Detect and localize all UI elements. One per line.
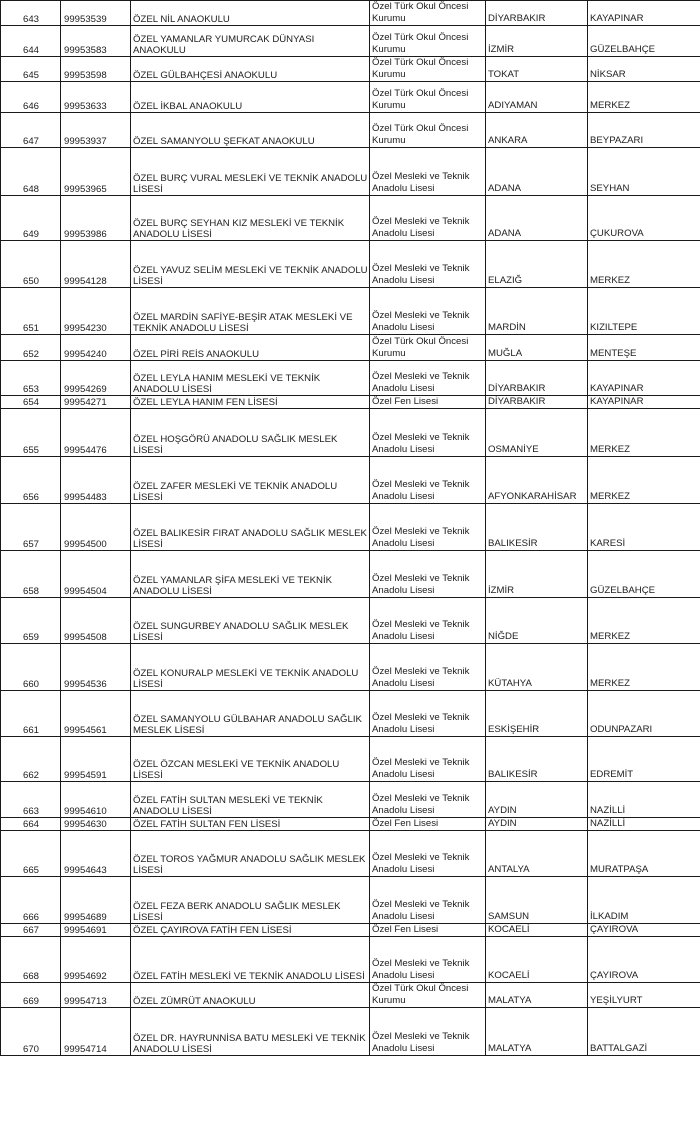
district-cell: EDREMİT <box>588 737 700 782</box>
institution-code-cell: 99954128 <box>61 241 131 288</box>
institution-code-cell: 99954714 <box>61 1008 131 1056</box>
school-name-cell: ÖZEL FEZA BERK ANADOLU SAĞLIK MESLEK LİSESİ <box>131 877 370 924</box>
table-row <box>1 737 700 782</box>
institution-type-cell: Özel Fen Lisesi <box>370 396 486 409</box>
district-cell: MERKEZ <box>588 457 700 504</box>
table-row <box>1 82 700 113</box>
school-name-cell: ÖZEL GÜLBAHÇESİ ANAOKULU <box>131 57 370 82</box>
institution-type-cell: Özel Mesleki ve Teknik Anadolu Lisesi <box>370 831 486 877</box>
institution-type-cell: Özel Mesleki ve Teknik Anadolu Lisesi <box>370 644 486 691</box>
institution-code-cell: 99954508 <box>61 598 131 644</box>
district-cell: ODUNPAZARI <box>588 691 700 737</box>
institution-type-cell: Özel Mesleki ve Teknik Anadolu Lisesi <box>370 361 486 396</box>
school-name-cell: ÖZEL PİRİ REİS ANAOKULU <box>131 335 370 361</box>
institution-type-cell: Özel Mesleki ve Teknik Anadolu Lisesi <box>370 504 486 551</box>
table-row <box>1 644 700 691</box>
institution-code-cell: 99954561 <box>61 691 131 737</box>
province-cell: BALIKESİR <box>486 737 588 782</box>
school-name-cell: ÖZEL SUNGURBEY ANADOLU SAĞLIK MESLEK LİSESİ <box>131 598 370 644</box>
school-name-cell: ÖZEL MARDİN SAFİYE-BEŞİR ATAK MESLEKİ VE TEKNİK ANADOLU LİSESİ <box>131 288 370 335</box>
institution-code-cell: 99954713 <box>61 983 131 1008</box>
table-row <box>1 983 700 1008</box>
province-cell: DİYARBAKIR <box>486 1 588 26</box>
institution-type-cell: Özel Türk Okul Öncesi Kurumu <box>370 57 486 82</box>
institution-type-cell: Özel Mesleki ve Teknik Anadolu Lisesi <box>370 148 486 196</box>
institution-code-cell: 99953598 <box>61 57 131 82</box>
district-cell: MERKEZ <box>588 644 700 691</box>
district-cell: İLKADIM <box>588 877 700 924</box>
table-row <box>1 335 700 361</box>
province-cell: MALATYA <box>486 983 588 1008</box>
row-number-cell: 652 <box>1 335 61 361</box>
school-name-cell: ÖZEL BURÇ VURAL MESLEKİ VE TEKNİK ANADOLU LİSESİ <box>131 148 370 196</box>
institution-code-cell: 99954643 <box>61 831 131 877</box>
province-cell: OSMANİYE <box>486 409 588 457</box>
district-cell: BEYPAZARI <box>588 113 700 148</box>
row-number-cell: 654 <box>1 396 61 409</box>
row-number-cell: 655 <box>1 409 61 457</box>
province-cell: ESKİŞEHİR <box>486 691 588 737</box>
row-number-cell: 657 <box>1 504 61 551</box>
school-name-cell: ÖZEL FATİH SULTAN FEN LİSESİ <box>131 818 370 831</box>
district-cell: ÇAYIROVA <box>588 924 700 937</box>
institution-code-cell: 99954630 <box>61 818 131 831</box>
school-name-cell: ÖZEL FATİH MESLEKİ VE TEKNİK ANADOLU LİSESİ <box>131 937 370 983</box>
table-row <box>1 148 700 196</box>
district-cell: ÇUKUROVA <box>588 196 700 241</box>
school-name-cell: ÖZEL İKBAL ANAOKULU <box>131 82 370 113</box>
province-cell: NİĞDE <box>486 598 588 644</box>
school-name-cell: ÖZEL YAMANLAR ŞİFA MESLEKİ VE TEKNİK ANADOLU LİSESİ <box>131 551 370 598</box>
school-name-cell: ÖZEL LEYLA HANIM MESLEKİ VE TEKNİK ANADOLU LİSESİ <box>131 361 370 396</box>
province-cell: KÜTAHYA <box>486 644 588 691</box>
row-number-cell: 661 <box>1 691 61 737</box>
institution-type-cell: Özel Mesleki ve Teknik Anadolu Lisesi <box>370 1008 486 1056</box>
province-cell: AFYONKARAHİSAR <box>486 457 588 504</box>
province-cell: ANKARA <box>486 113 588 148</box>
institution-type-cell: Özel Mesleki ve Teknik Anadolu Lisesi <box>370 288 486 335</box>
province-cell: MALATYA <box>486 1008 588 1056</box>
row-number-cell: 656 <box>1 457 61 504</box>
institution-code-cell: 99954591 <box>61 737 131 782</box>
district-cell: NİKSAR <box>588 57 700 82</box>
institution-type-cell: Özel Fen Lisesi <box>370 924 486 937</box>
institution-code-cell: 99953633 <box>61 82 131 113</box>
province-cell: AYDIN <box>486 818 588 831</box>
table-row <box>1 57 700 82</box>
district-cell: NAZİLLİ <box>588 782 700 818</box>
row-number-cell: 645 <box>1 57 61 82</box>
province-cell: ANTALYA <box>486 831 588 877</box>
province-cell: ADANA <box>486 148 588 196</box>
institution-type-cell: Özel Mesleki ve Teknik Anadolu Lisesi <box>370 551 486 598</box>
district-cell: YEŞİLYURT <box>588 983 700 1008</box>
district-cell: GÜZELBAHÇE <box>588 26 700 57</box>
row-number-cell: 667 <box>1 924 61 937</box>
table-row <box>1 504 700 551</box>
institution-code-cell: 99954269 <box>61 361 131 396</box>
province-cell: AYDIN <box>486 782 588 818</box>
school-name-cell: ÖZEL ZAFER MESLEKİ VE TEKNİK ANADOLU LİSESİ <box>131 457 370 504</box>
institution-code-cell: 99954230 <box>61 288 131 335</box>
institution-type-cell: Özel Mesleki ve Teknik Anadolu Lisesi <box>370 737 486 782</box>
row-number-cell: 664 <box>1 818 61 831</box>
institution-code-cell: 99954692 <box>61 937 131 983</box>
school-name-cell: ÖZEL SAMANYOLU ŞEFKAT ANAOKULU <box>131 113 370 148</box>
institution-type-cell: Özel Mesleki ve Teknik Anadolu Lisesi <box>370 877 486 924</box>
table-row <box>1 782 700 818</box>
table-row <box>1 551 700 598</box>
school-table-body <box>1 1 700 1056</box>
province-cell: DİYARBAKIR <box>486 361 588 396</box>
table-row <box>1 831 700 877</box>
institution-type-cell: Özel Mesleki ve Teknik Anadolu Lisesi <box>370 457 486 504</box>
district-cell: KAYAPINAR <box>588 361 700 396</box>
institution-type-cell: Özel Mesleki ve Teknik Anadolu Lisesi <box>370 196 486 241</box>
province-cell: ADANA <box>486 196 588 241</box>
table-row <box>1 409 700 457</box>
school-name-cell: ÖZEL YAMANLAR YUMURCAK DÜNYASI ANAOKULU <box>131 26 370 57</box>
institution-type-cell: Özel Mesleki ve Teknik Anadolu Lisesi <box>370 241 486 288</box>
province-cell: TOKAT <box>486 57 588 82</box>
row-number-cell: 670 <box>1 1008 61 1056</box>
institution-code-cell: 99953937 <box>61 113 131 148</box>
table-row <box>1 113 700 148</box>
institution-type-cell: Özel Mesleki ve Teknik Anadolu Lisesi <box>370 598 486 644</box>
row-number-cell: 663 <box>1 782 61 818</box>
district-cell: GÜZELBAHÇE <box>588 551 700 598</box>
table-row <box>1 361 700 396</box>
district-cell: KAYAPINAR <box>588 1 700 26</box>
table-row <box>1 241 700 288</box>
province-cell: SAMSUN <box>486 877 588 924</box>
province-cell: KOCAELİ <box>486 924 588 937</box>
row-number-cell: 650 <box>1 241 61 288</box>
row-number-cell: 658 <box>1 551 61 598</box>
institution-type-cell: Özel Türk Okul Öncesi Kurumu <box>370 335 486 361</box>
table-row <box>1 457 700 504</box>
district-cell: ÇAYIROVA <box>588 937 700 983</box>
school-name-cell: ÖZEL BURÇ SEYHAN KIZ MESLEKİ VE TEKNİK ANADOLU LİSESİ <box>131 196 370 241</box>
table-row <box>1 1 700 26</box>
row-number-cell: 668 <box>1 937 61 983</box>
institution-type-cell: Özel Mesleki ve Teknik Anadolu Lisesi <box>370 782 486 818</box>
row-number-cell: 651 <box>1 288 61 335</box>
institution-code-cell: 99954240 <box>61 335 131 361</box>
province-cell: İZMİR <box>486 26 588 57</box>
institution-type-cell: Özel Mesleki ve Teknik Anadolu Lisesi <box>370 409 486 457</box>
row-number-cell: 666 <box>1 877 61 924</box>
district-cell: MURATPAŞA <box>588 831 700 877</box>
school-name-cell: ÖZEL YAVUZ SELİM MESLEKİ VE TEKNİK ANADOLU LİSESİ <box>131 241 370 288</box>
row-number-cell: 646 <box>1 82 61 113</box>
row-number-cell: 662 <box>1 737 61 782</box>
row-number-cell: 660 <box>1 644 61 691</box>
school-name-cell: ÖZEL TOROS YAĞMUR ANADOLU SAĞLIK MESLEK LİSESİ <box>131 831 370 877</box>
table-row <box>1 937 700 983</box>
institution-type-cell: Özel Mesleki ve Teknik Anadolu Lisesi <box>370 691 486 737</box>
institution-code-cell: 99953986 <box>61 196 131 241</box>
district-cell: NAZİLLİ <box>588 818 700 831</box>
institution-code-cell: 99953583 <box>61 26 131 57</box>
institution-type-cell: Özel Mesleki ve Teknik Anadolu Lisesi <box>370 937 486 983</box>
institution-code-cell: 99954500 <box>61 504 131 551</box>
school-name-cell: ÖZEL ZÜMRÜT ANAOKULU <box>131 983 370 1008</box>
school-name-cell: ÖZEL KONURALP MESLEKİ VE TEKNİK ANADOLU LİSESİ <box>131 644 370 691</box>
table-row <box>1 196 700 241</box>
table-row <box>1 1008 700 1056</box>
institution-code-cell: 99954271 <box>61 396 131 409</box>
row-number-cell: 665 <box>1 831 61 877</box>
district-cell: KIZILTEPE <box>588 288 700 335</box>
province-cell: MUĞLA <box>486 335 588 361</box>
institution-code-cell: 99953965 <box>61 148 131 196</box>
institution-type-cell: Özel Türk Okul Öncesi Kurumu <box>370 983 486 1008</box>
school-name-cell: ÖZEL ÇAYIROVA FATİH FEN LİSESİ <box>131 924 370 937</box>
school-name-cell: ÖZEL BALIKESİR FIRAT ANADOLU SAĞLIK MESLEK LİSESİ <box>131 504 370 551</box>
row-number-cell: 653 <box>1 361 61 396</box>
institution-code-cell: 99954476 <box>61 409 131 457</box>
table-row <box>1 924 700 937</box>
institution-code-cell: 99954689 <box>61 877 131 924</box>
province-cell: MARDİN <box>486 288 588 335</box>
institution-code-cell: 99954504 <box>61 551 131 598</box>
district-cell: MERKEZ <box>588 82 700 113</box>
table-row <box>1 818 700 831</box>
table-row <box>1 396 700 409</box>
table-row <box>1 598 700 644</box>
district-cell: KARESİ <box>588 504 700 551</box>
school-name-cell: ÖZEL HOŞGÖRÜ ANADOLU SAĞLIK MESLEK LİSESİ <box>131 409 370 457</box>
province-cell: BALIKESİR <box>486 504 588 551</box>
institution-code-cell: 99954610 <box>61 782 131 818</box>
table-row <box>1 288 700 335</box>
row-number-cell: 649 <box>1 196 61 241</box>
row-number-cell: 643 <box>1 1 61 26</box>
row-number-cell: 659 <box>1 598 61 644</box>
province-cell: ELAZIĞ <box>486 241 588 288</box>
row-number-cell: 669 <box>1 983 61 1008</box>
institution-type-cell: Özel Türk Okul Öncesi Kurumu <box>370 113 486 148</box>
province-cell: DİYARBAKIR <box>486 396 588 409</box>
institution-type-cell: Özel Türk Okul Öncesi Kurumu <box>370 26 486 57</box>
school-name-cell: ÖZEL LEYLA HANIM FEN LİSESİ <box>131 396 370 409</box>
district-cell: MERKEZ <box>588 598 700 644</box>
province-cell: KOCAELİ <box>486 937 588 983</box>
table-row <box>1 26 700 57</box>
district-cell: MENTEŞE <box>588 335 700 361</box>
row-number-cell: 647 <box>1 113 61 148</box>
district-cell: BATTALGAZİ <box>588 1008 700 1056</box>
school-name-cell: ÖZEL ÖZCAN MESLEKİ VE TEKNİK ANADOLU LİSESİ <box>131 737 370 782</box>
institution-type-cell: Özel Türk Okul Öncesi Kurumu <box>370 82 486 113</box>
table-row <box>1 691 700 737</box>
table-row <box>1 877 700 924</box>
school-name-cell: ÖZEL DR. HAYRUNNİSA BATU MESLEKİ VE TEKNİK ANADOLU LİSESİ <box>131 1008 370 1056</box>
province-cell: İZMİR <box>486 551 588 598</box>
school-name-cell: ÖZEL SAMANYOLU GÜLBAHAR ANADOLU SAĞLIK MESLEK LİSESİ <box>131 691 370 737</box>
row-number-cell: 644 <box>1 26 61 57</box>
row-number-cell: 648 <box>1 148 61 196</box>
school-name-cell: ÖZEL NİL ANAOKULU <box>131 1 370 26</box>
province-cell: ADIYAMAN <box>486 82 588 113</box>
institution-code-cell: 99954483 <box>61 457 131 504</box>
district-cell: MERKEZ <box>588 241 700 288</box>
institution-code-cell: 99954536 <box>61 644 131 691</box>
district-cell: KAYAPINAR <box>588 396 700 409</box>
school-name-cell: ÖZEL FATİH SULTAN MESLEKİ VE TEKNİK ANADOLU LİSESİ <box>131 782 370 818</box>
district-cell: MERKEZ <box>588 409 700 457</box>
district-cell: SEYHAN <box>588 148 700 196</box>
institution-code-cell: 99954691 <box>61 924 131 937</box>
institution-type-cell: Özel Fen Lisesi <box>370 818 486 831</box>
institution-code-cell: 99953539 <box>61 1 131 26</box>
institution-type-cell: Özel Türk Okul Öncesi Kurumu <box>370 1 486 26</box>
